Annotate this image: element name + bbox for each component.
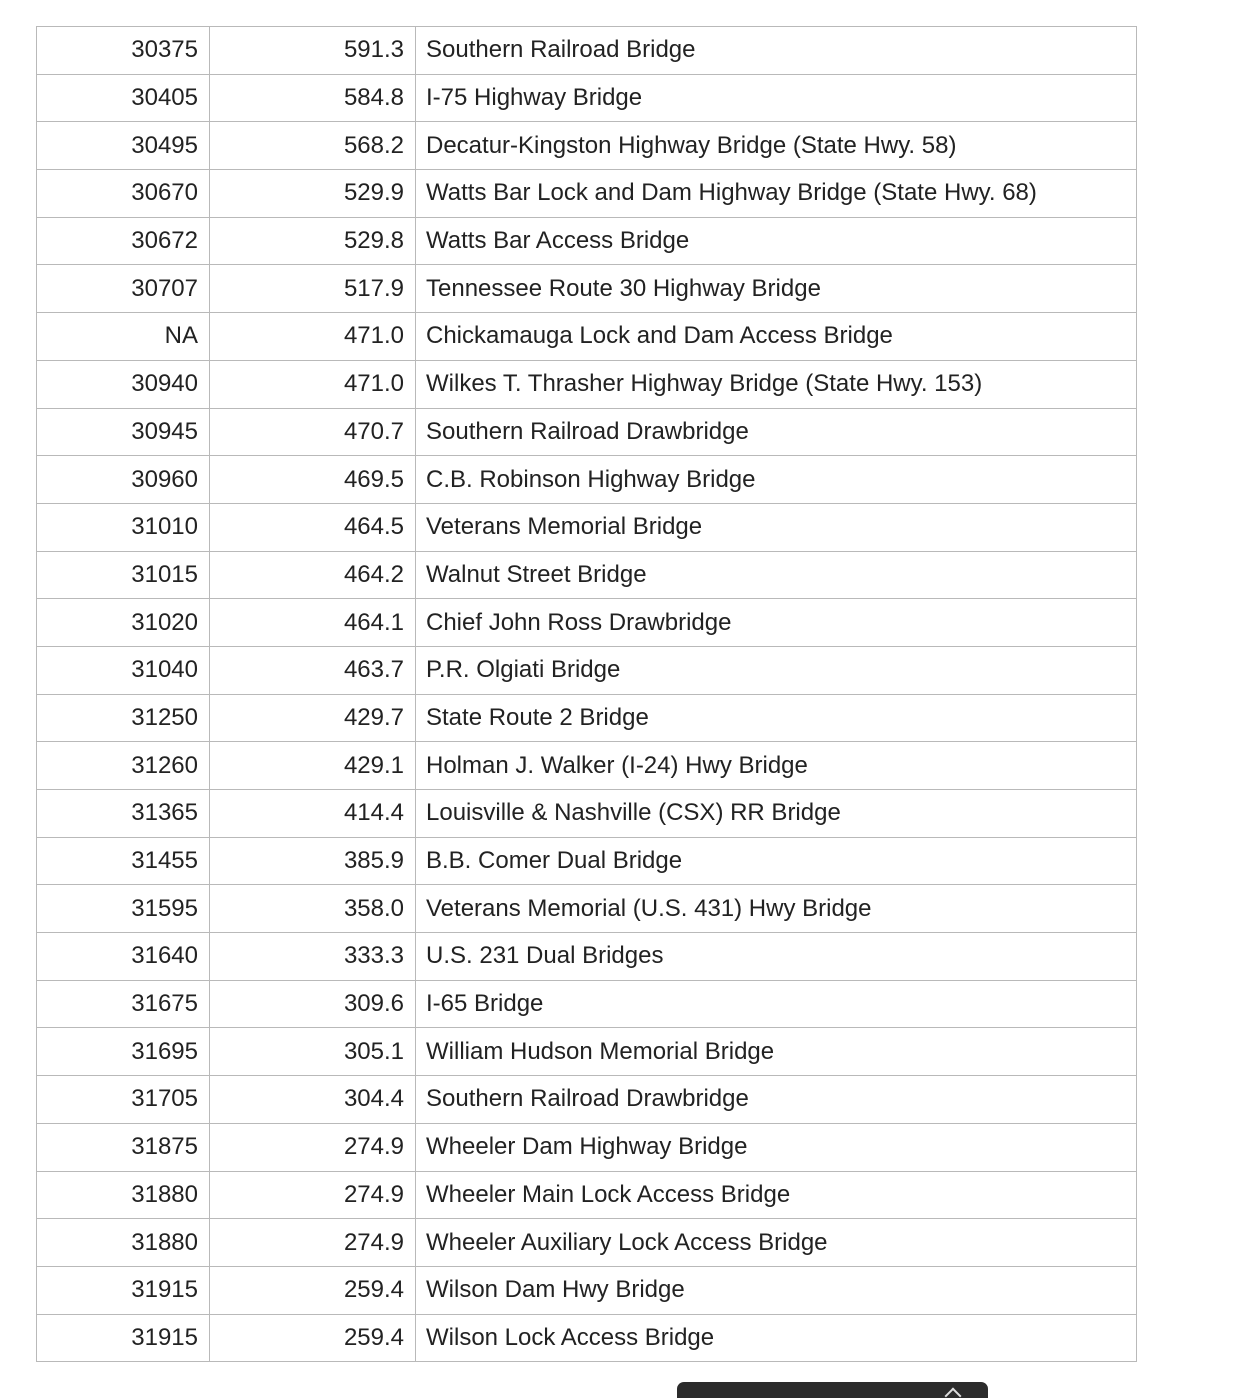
table-row [37, 503, 1137, 551]
table-row [37, 1219, 1137, 1267]
river-mile-cell: 517.9 [210, 265, 416, 313]
river-mile-cell: 470.7 [210, 408, 416, 456]
bridge-name-cell: Southern Railroad Drawbridge [416, 408, 1137, 456]
bridge-id-cell: 30670 [37, 170, 210, 218]
river-mile-cell: 464.2 [210, 551, 416, 599]
table-row [37, 122, 1137, 170]
table-row [37, 1171, 1137, 1219]
river-mile-cell: 274.9 [210, 1123, 416, 1171]
river-mile-cell: 305.1 [210, 1028, 416, 1076]
river-mile-cell: 463.7 [210, 646, 416, 694]
bridge-id-cell: 31915 [37, 1314, 210, 1362]
table-row [37, 646, 1137, 694]
bridge-id-cell: 30707 [37, 265, 210, 313]
river-mile-cell: 469.5 [210, 456, 416, 504]
table-row [37, 551, 1137, 599]
bridge-id-cell: 31250 [37, 694, 210, 742]
bridge-id-cell: 30940 [37, 360, 210, 408]
table-row [37, 1123, 1137, 1171]
table-row [37, 27, 1137, 75]
table-row [37, 360, 1137, 408]
table-row [37, 170, 1137, 218]
bridge-id-cell: 31695 [37, 1028, 210, 1076]
bridge-id-cell: 30495 [37, 122, 210, 170]
bridge-id-cell: 31875 [37, 1123, 210, 1171]
bridge-name-cell: Wilkes T. Thrasher Highway Bridge (State Hwy. 153) [416, 360, 1137, 408]
river-mile-cell: 304.4 [210, 1076, 416, 1124]
table-row [37, 1028, 1137, 1076]
chevron-up-icon[interactable] [945, 1388, 962, 1398]
bridge-id-cell: 31020 [37, 599, 210, 647]
river-mile-cell: 591.3 [210, 27, 416, 75]
river-mile-cell: 259.4 [210, 1266, 416, 1314]
bridge-name-cell: Wheeler Dam Highway Bridge [416, 1123, 1137, 1171]
bridge-name-cell: Veterans Memorial (U.S. 431) Hwy Bridge [416, 885, 1137, 933]
bridge-id-cell: 31640 [37, 933, 210, 981]
river-mile-cell: 464.5 [210, 503, 416, 551]
table-row [37, 265, 1137, 313]
bridge-name-cell: Southern Railroad Bridge [416, 27, 1137, 75]
bridge-name-cell: Wilson Dam Hwy Bridge [416, 1266, 1137, 1314]
bridge-name-cell: B.B. Comer Dual Bridge [416, 837, 1137, 885]
bridge-id-cell: 31365 [37, 790, 210, 838]
bridge-id-cell: 31015 [37, 551, 210, 599]
table-row [37, 1076, 1137, 1124]
river-mile-cell: 414.4 [210, 790, 416, 838]
bridge-id-cell: 30672 [37, 217, 210, 265]
bridge-id-cell: 31915 [37, 1266, 210, 1314]
table-row [37, 408, 1137, 456]
river-mile-cell: 358.0 [210, 885, 416, 933]
bridge-name-cell: U.S. 231 Dual Bridges [416, 933, 1137, 981]
bridge-name-cell: P.R. Olgiati Bridge [416, 646, 1137, 694]
river-mile-cell: 529.8 [210, 217, 416, 265]
river-mile-cell: 429.7 [210, 694, 416, 742]
river-mile-cell: 529.9 [210, 170, 416, 218]
river-mile-cell: 259.4 [210, 1314, 416, 1362]
bridge-name-cell: William Hudson Memorial Bridge [416, 1028, 1137, 1076]
river-mile-cell: 464.1 [210, 599, 416, 647]
bridge-name-cell: State Route 2 Bridge [416, 694, 1137, 742]
bridge-id-cell: NA [37, 313, 210, 361]
bridge-id-cell: 31880 [37, 1219, 210, 1267]
table-row [37, 694, 1137, 742]
bridge-name-cell: Decatur-Kingston Highway Bridge (State Hwy. 58) [416, 122, 1137, 170]
bridge-name-cell: C.B. Robinson Highway Bridge [416, 456, 1137, 504]
bridge-name-cell: Holman J. Walker (I-24) Hwy Bridge [416, 742, 1137, 790]
table-row [37, 313, 1137, 361]
river-mile-cell: 471.0 [210, 313, 416, 361]
table-row [37, 980, 1137, 1028]
river-mile-cell: 385.9 [210, 837, 416, 885]
bridge-id-cell: 30405 [37, 74, 210, 122]
bridge-name-cell: Tennessee Route 30 Highway Bridge [416, 265, 1137, 313]
river-mile-cell: 333.3 [210, 933, 416, 981]
bridge-name-cell: Louisville & Nashville (CSX) RR Bridge [416, 790, 1137, 838]
bridge-table [36, 26, 1137, 1362]
table-row [37, 1266, 1137, 1314]
bridge-id-cell: 30375 [37, 27, 210, 75]
river-mile-cell: 309.6 [210, 980, 416, 1028]
bridge-name-cell: Wilson Lock Access Bridge [416, 1314, 1137, 1362]
table-row [37, 837, 1137, 885]
table-row [37, 599, 1137, 647]
river-mile-cell: 429.1 [210, 742, 416, 790]
bridge-name-cell: Southern Railroad Drawbridge [416, 1076, 1137, 1124]
bridge-name-cell: Watts Bar Lock and Dam Highway Bridge (State Hwy. 68) [416, 170, 1137, 218]
river-mile-cell: 568.2 [210, 122, 416, 170]
bridge-id-cell: 31675 [37, 980, 210, 1028]
bridge-table-body [37, 27, 1137, 1362]
bridge-name-cell: Walnut Street Bridge [416, 551, 1137, 599]
table-row [37, 217, 1137, 265]
bottom-toolbar-tab[interactable] [677, 1382, 988, 1398]
bridge-name-cell: I-75 Highway Bridge [416, 74, 1137, 122]
table-row [37, 1314, 1137, 1362]
table-row [37, 790, 1137, 838]
bridge-id-cell: 30945 [37, 408, 210, 456]
bridge-name-cell: Watts Bar Access Bridge [416, 217, 1137, 265]
bridge-id-cell: 31040 [37, 646, 210, 694]
bridge-id-cell: 31595 [37, 885, 210, 933]
bridge-id-cell: 31705 [37, 1076, 210, 1124]
bridge-name-cell: Wheeler Auxiliary Lock Access Bridge [416, 1219, 1137, 1267]
bridge-name-cell: Chief John Ross Drawbridge [416, 599, 1137, 647]
bridge-name-cell: I-65 Bridge [416, 980, 1137, 1028]
bridge-name-cell: Wheeler Main Lock Access Bridge [416, 1171, 1137, 1219]
river-mile-cell: 274.9 [210, 1171, 416, 1219]
river-mile-cell: 584.8 [210, 74, 416, 122]
bridge-id-cell: 31455 [37, 837, 210, 885]
table-row [37, 742, 1137, 790]
table-row [37, 456, 1137, 504]
river-mile-cell: 471.0 [210, 360, 416, 408]
table-row [37, 933, 1137, 981]
bridge-name-cell: Veterans Memorial Bridge [416, 503, 1137, 551]
bridge-name-cell: Chickamauga Lock and Dam Access Bridge [416, 313, 1137, 361]
table-row [37, 74, 1137, 122]
bridge-id-cell: 31260 [37, 742, 210, 790]
table-row [37, 885, 1137, 933]
bridge-id-cell: 31010 [37, 503, 210, 551]
river-mile-cell: 274.9 [210, 1219, 416, 1267]
bridge-id-cell: 30960 [37, 456, 210, 504]
bridge-id-cell: 31880 [37, 1171, 210, 1219]
